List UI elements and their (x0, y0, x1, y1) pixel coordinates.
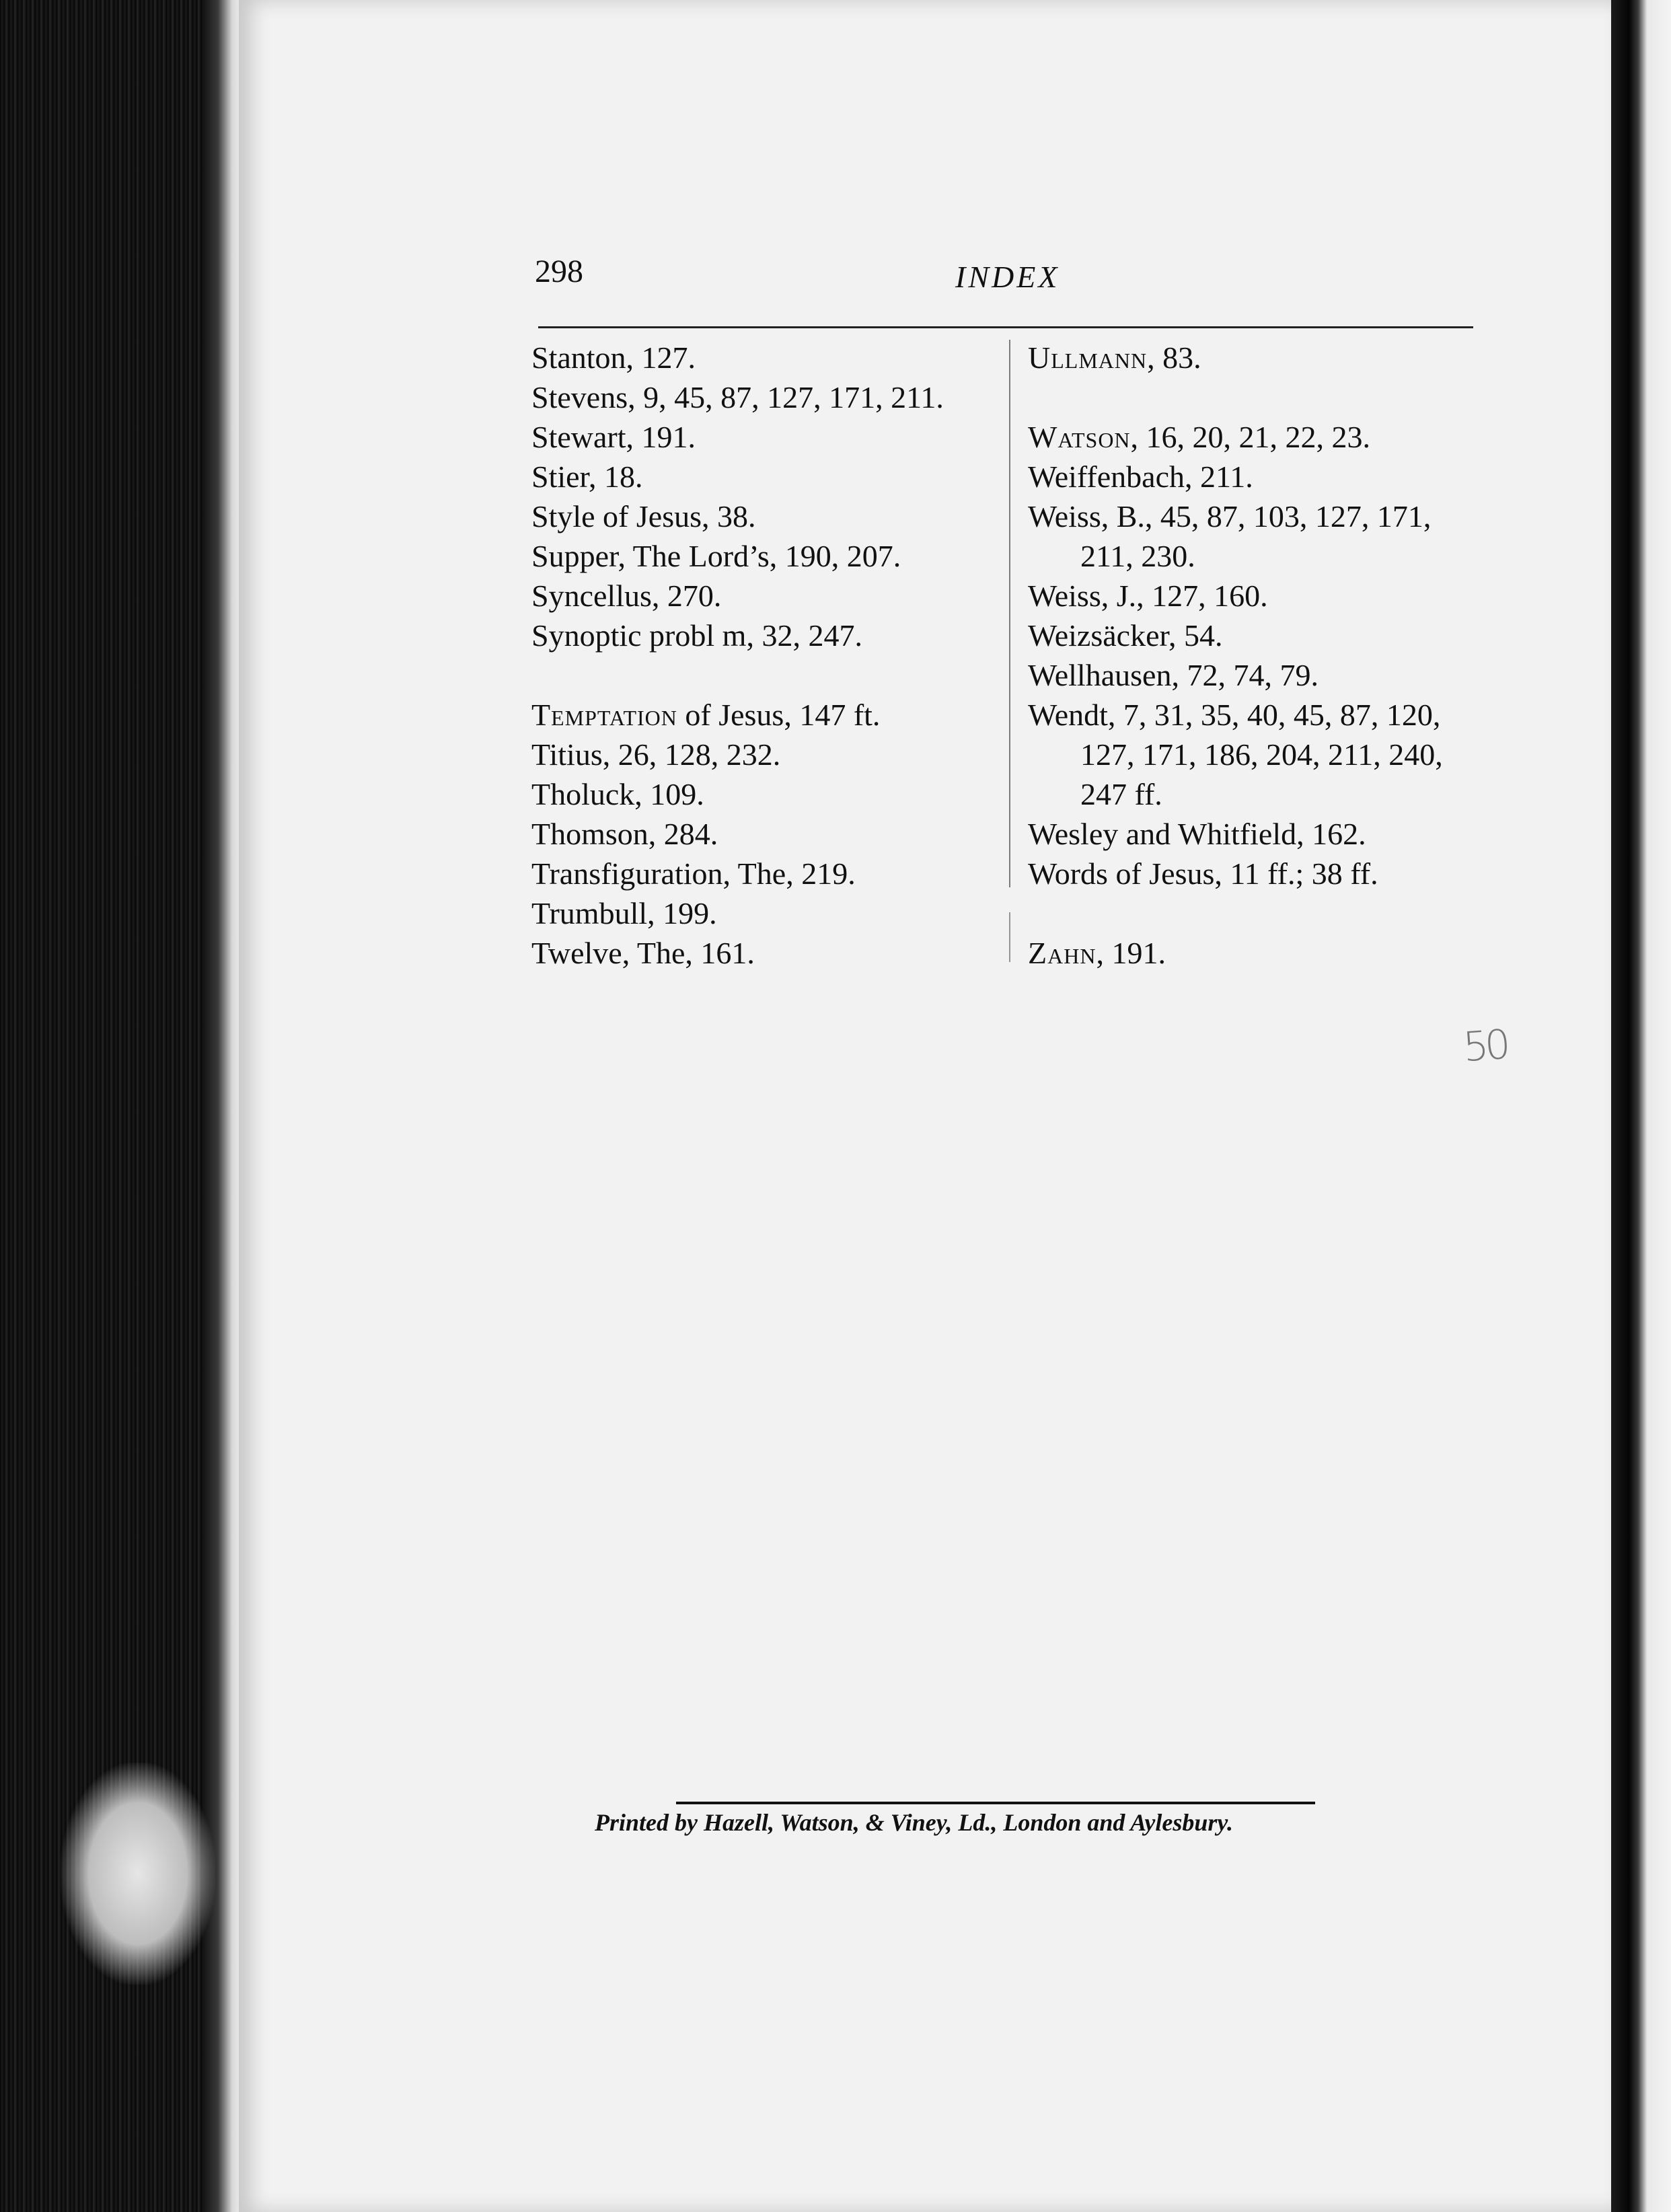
index-entry-continuation: 247 ff. (1080, 777, 1162, 811)
index-column-right (1028, 338, 1499, 973)
header-rule (538, 326, 1473, 328)
index-entry (1028, 338, 1499, 377)
index-entry (531, 695, 1002, 735)
column-divider (1009, 340, 1010, 962)
index-entry: Stier, 18. (531, 459, 643, 494)
index-entry-pages: , 191. (1096, 936, 1166, 970)
index-entry: Tholuck, 109. (531, 777, 704, 811)
index-entry: Weizsäcker, 54. (1028, 618, 1223, 653)
index-entry: Style of Jesus, 38. (531, 499, 756, 533)
index-entry (1028, 933, 1499, 973)
index-entry-heading: Zahn (1028, 936, 1097, 970)
index-entry: Wesley and Whitfield, 162. (1028, 817, 1366, 851)
index-entry-continuation: 127, 171, 186, 204, 211, 240, (1080, 737, 1443, 772)
handwritten-annotation: 50 (1461, 1021, 1508, 1072)
index-entry-heading: Watson (1028, 420, 1131, 454)
index-entry: Supper, The Lord’s, 190, 207. (531, 539, 901, 573)
index-entry: Stewart, 191. (531, 420, 696, 454)
page-number: 298 (535, 254, 583, 289)
page-title: INDEX (955, 260, 1060, 294)
index-column-left (531, 338, 1002, 973)
index-entry-heading: Temptation (531, 698, 677, 732)
index-entry-pages: , 16, 20, 21, 22, 23. (1130, 420, 1371, 454)
footer-rule (676, 1802, 1315, 1804)
index-entry: Stanton, 127. (531, 340, 696, 375)
index-entry: Synoptic probl m, 32, 247. (531, 618, 862, 653)
index-section-gap (531, 655, 1002, 695)
index-entry: Transfiguration, The, 219. (531, 856, 856, 891)
index-entry-pages: of Jesus, 147 ft. (677, 698, 881, 732)
index-entry-continuation: 211, 230. (1080, 539, 1195, 573)
index-entry-pages: , 83. (1147, 340, 1201, 375)
book-page (239, 0, 1611, 2212)
index-section-gap (1028, 377, 1499, 417)
index-entry: Twelve, The, 161. (531, 936, 755, 970)
index-entry (1028, 417, 1499, 457)
index-entry: Stevens, 9, 45, 87, 127, 171, 211. (531, 380, 944, 414)
index-entry: Weiss, B., 45, 87, 103, 127, 171, (1028, 499, 1432, 533)
index-entry: Words of Jesus, 11 ff.; 38 ff. (1028, 856, 1378, 891)
page-stain (61, 1763, 215, 1985)
printer-imprint: Printed by Hazell, Watson, & Viney, Ld., London and Aylesbury. (595, 1809, 1234, 1836)
next-page-edge (1611, 0, 1671, 2212)
index-section-gap (1028, 893, 1499, 933)
index-entry-heading: Ullmann (1028, 340, 1148, 375)
index-entry: Thomson, 284. (531, 817, 718, 851)
index-entry: Weiffenbach, 211. (1028, 459, 1253, 494)
index-entry: Titius, 26, 128, 232. (531, 737, 781, 772)
index-entry: Weiss, J., 127, 160. (1028, 579, 1268, 613)
index-entry: Trumbull, 199. (531, 896, 717, 930)
index-entry: Wellhausen, 72, 74, 79. (1028, 658, 1319, 692)
index-entry: Wendt, 7, 31, 35, 40, 45, 87, 120, (1028, 698, 1441, 732)
index-entry: Syncellus, 270. (531, 579, 722, 613)
